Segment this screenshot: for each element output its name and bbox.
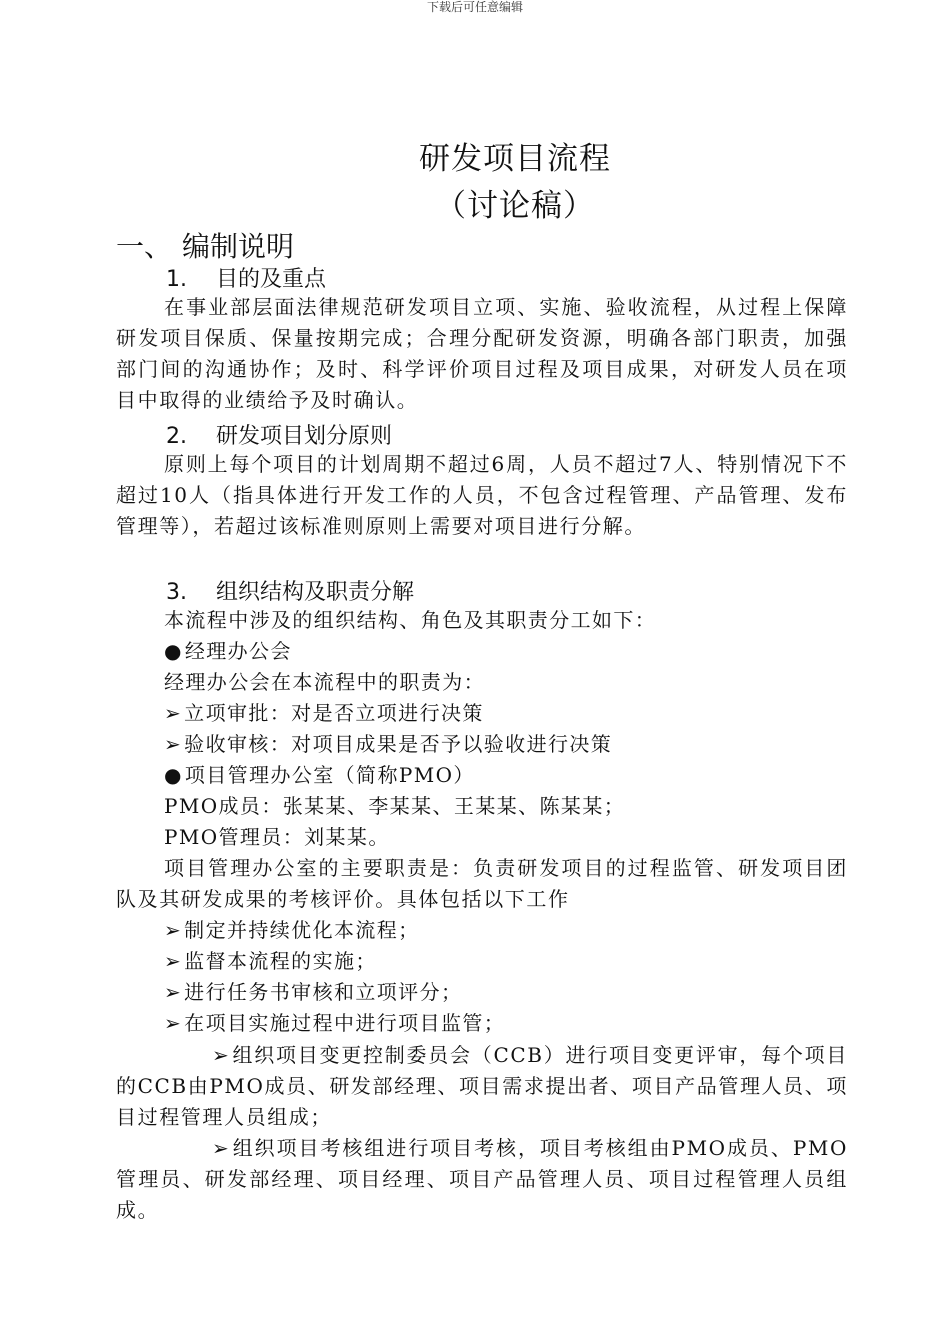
duty-item	[164, 915, 420, 946]
org-name: 项目管理办公室（简称PMO）	[184, 763, 475, 787]
subsection-label: 组织结构及职责分解	[216, 580, 415, 605]
section-number: 一、	[116, 230, 173, 263]
subsection-heading-2	[166, 419, 392, 450]
subsection-heading-3	[166, 575, 414, 606]
duty-text: 制定并持续优化本流程；	[184, 918, 420, 942]
section-label: 编制说明	[182, 230, 295, 263]
bullet-icon: ●	[164, 639, 183, 663]
page-header: 下载后可任意编辑	[426, 0, 523, 14]
duty-item	[164, 977, 462, 1008]
subsection-number: 1.	[166, 267, 187, 292]
duty-text: 在项目实施过程中进行项目监管；	[184, 1011, 506, 1035]
duty-text: 组织项目变更控制委员会（CCB）进行项目变更评审，每个项目的CCB由PMO成员、研发部经理、项目需求提出者、项目产品管理人员、项目过程管理人员组成；	[116, 1043, 848, 1129]
pmo-duty-intro: 项目管理办公室的主要职责是：负责研发项目的过程监管、研发项目团队及其研发成果的考核评价。具体包括以下工作	[116, 856, 848, 911]
arrow-bullet-icon: ➢	[164, 1011, 183, 1035]
org-duty-intro: 经理办公会在本流程中的职责为：	[164, 670, 485, 694]
subsection-heading-1	[166, 262, 326, 293]
duty-text: 监督本流程的实施；	[184, 949, 377, 973]
duty-item	[164, 729, 612, 760]
subsection-number: 2.	[166, 424, 187, 449]
pmo-admin: PMO管理员：刘某某。	[164, 825, 390, 849]
arrow-bullet-icon: ➢	[164, 949, 183, 973]
duty-item-ccb	[116, 1040, 848, 1133]
org-item-pmo	[164, 760, 475, 791]
bullet-icon: ●	[164, 763, 183, 787]
duty-item	[164, 1008, 505, 1039]
section-heading-1	[116, 225, 294, 265]
subsection-label: 目的及重点	[216, 267, 327, 292]
arrow-bullet-icon: ➢	[164, 732, 183, 756]
duty-item	[164, 946, 377, 977]
purpose-paragraph: 在事业部层面法律规范研发项目立项、实施、验收流程，从过程上保障研发项目保质、保量按期完成；合理分配研发资源，明确各部门职责，加强部门间的沟通协作；及时、科学评价项目过程及项目成果，对研发人员在项目中取得的业绩给予及时确认。	[116, 295, 848, 412]
duty-item	[164, 698, 484, 729]
duty-text: 立项审批：对是否立项进行决策	[184, 701, 484, 725]
arrow-bullet-icon: ➢	[212, 1136, 231, 1160]
arrow-bullet-icon: ➢	[164, 701, 183, 725]
document-subtitle: （讨论稿）	[435, 188, 595, 224]
org-item-manager-meeting	[164, 636, 292, 667]
document-title: 研发项目流程	[419, 141, 611, 177]
org-intro: 本流程中涉及的组织结构、角色及其职责分工如下：	[164, 608, 657, 632]
subsection-number: 3.	[166, 580, 187, 605]
duty-item-review	[116, 1133, 848, 1226]
duty-text: 组织项目考核组进行项目考核，项目考核组由PMO成员、PMO管理员、研发部经理、项目经理、项目产品管理人员、项目过程管理人员组成。	[116, 1136, 848, 1222]
subsection-label: 研发项目划分原则	[216, 424, 393, 449]
arrow-bullet-icon: ➢	[212, 1043, 231, 1067]
org-name: 经理办公会	[184, 639, 292, 663]
duty-text: 验收审核：对项目成果是否予以验收进行决策	[184, 732, 613, 756]
arrow-bullet-icon: ➢	[164, 918, 183, 942]
division-principle-paragraph: 原则上每个项目的计划周期不超过6周，人员不超过7人、特别情况下不超过10人（指具体进行开发工作的人员，不包含过程管理、产品管理、发布管理等），若超过该标准则原则上需要对项目进行分解。	[116, 452, 848, 538]
arrow-bullet-icon: ➢	[164, 980, 183, 1004]
pmo-members: PMO成员：张某某、李某某、王某某、陈某某；	[164, 794, 626, 818]
duty-text: 进行任务书审核和立项评分；	[184, 980, 463, 1004]
